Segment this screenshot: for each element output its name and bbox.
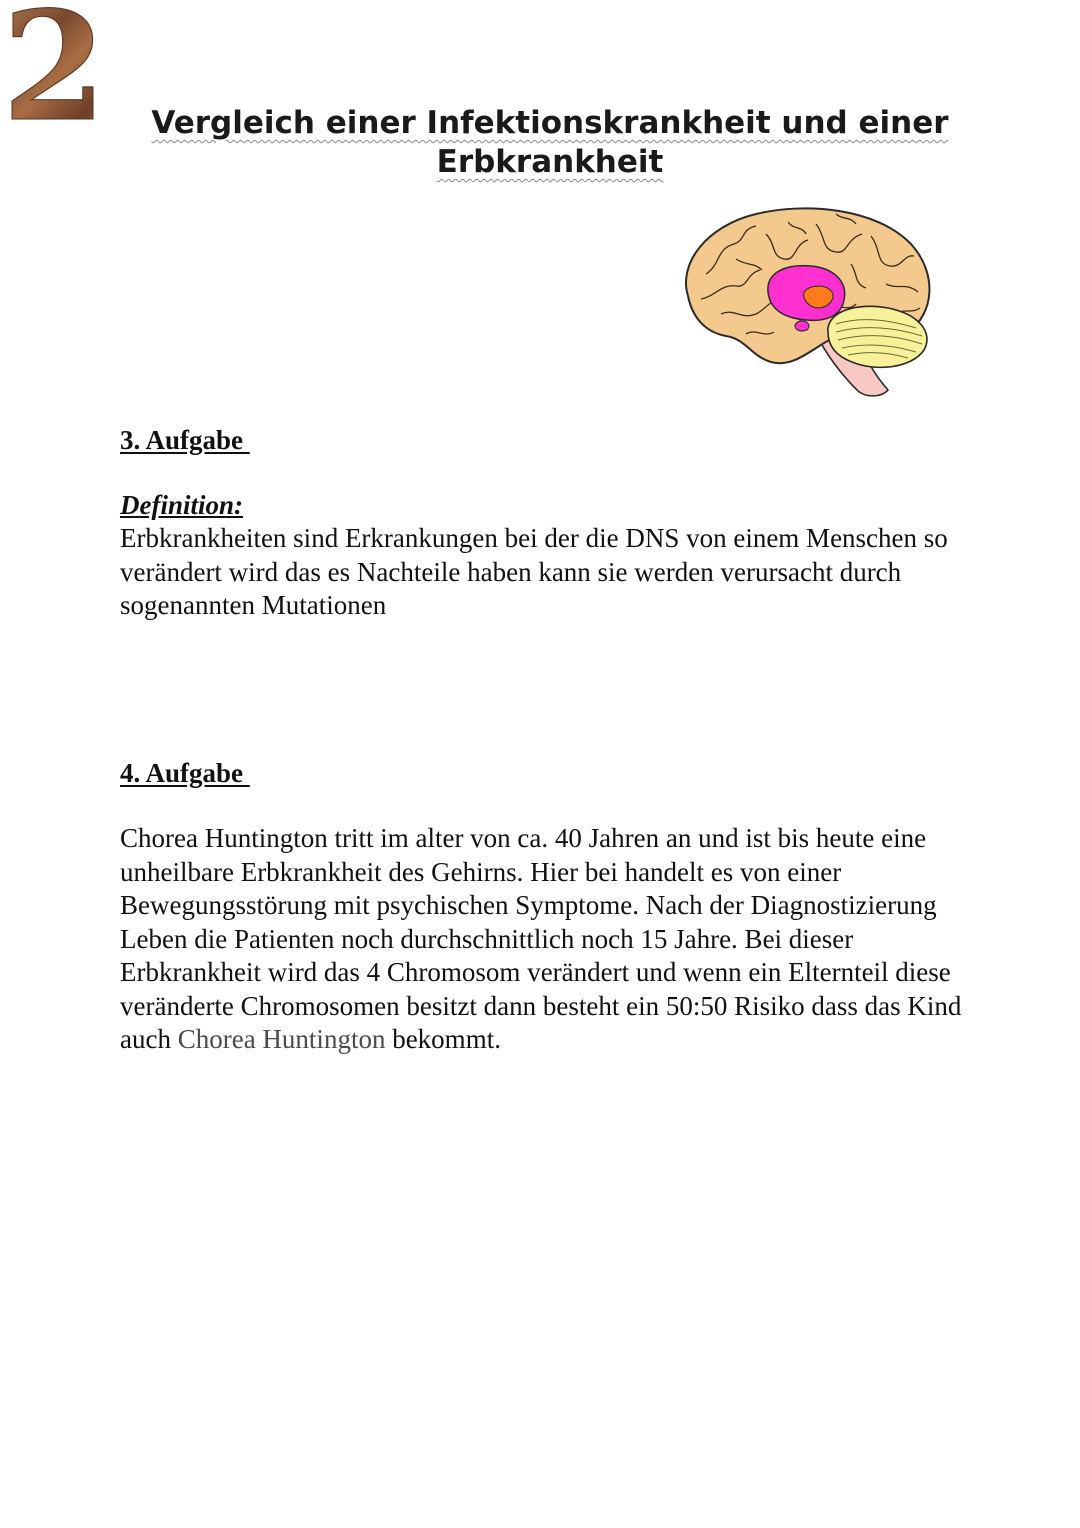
- section4-text-highlight: Chorea Huntington: [177, 1024, 386, 1054]
- definition-text: Erbkrankheiten sind Erkrankungen bei der die DNS von einem Menschen so verändert wird das es Nachteile haben kann sie werden verursacht durch sogenannten Mutationen: [120, 523, 948, 620]
- section4-heading: 4. Aufgabe: [120, 758, 250, 788]
- section4-text: [120, 822, 1000, 1057]
- section3-heading: 3. Aufgabe: [120, 425, 250, 455]
- definition-label: Definition:: [120, 490, 244, 520]
- section4-text-main: Chorea Huntington tritt im alter von ca. 40 Jahren an und ist bis heute eine unheilbare Erbkrankheit des Gehirns. Hier bei handelt es von einer Bewegungsstörung mit psychischen Symptome. Nach der Diagnostizierung Leben die Patienten noch durchschnittlich noch 15 Jahre. Bei dieser Erbkrankheit wird das 4 Chromosom verändert und wenn ein Elternteil diese veränderte Chromosomen besitzt dann besteht ein 50:50 Risiko dass das Kind auch: [120, 823, 962, 1054]
- page-title: Vergleich einer Infektionskrankheit und einer Erbkrankheit: [151, 105, 949, 180]
- page-number: 2: [2, 0, 106, 142]
- brain-illustration: [676, 204, 938, 400]
- section4-text-end: bekommt.: [385, 1024, 501, 1054]
